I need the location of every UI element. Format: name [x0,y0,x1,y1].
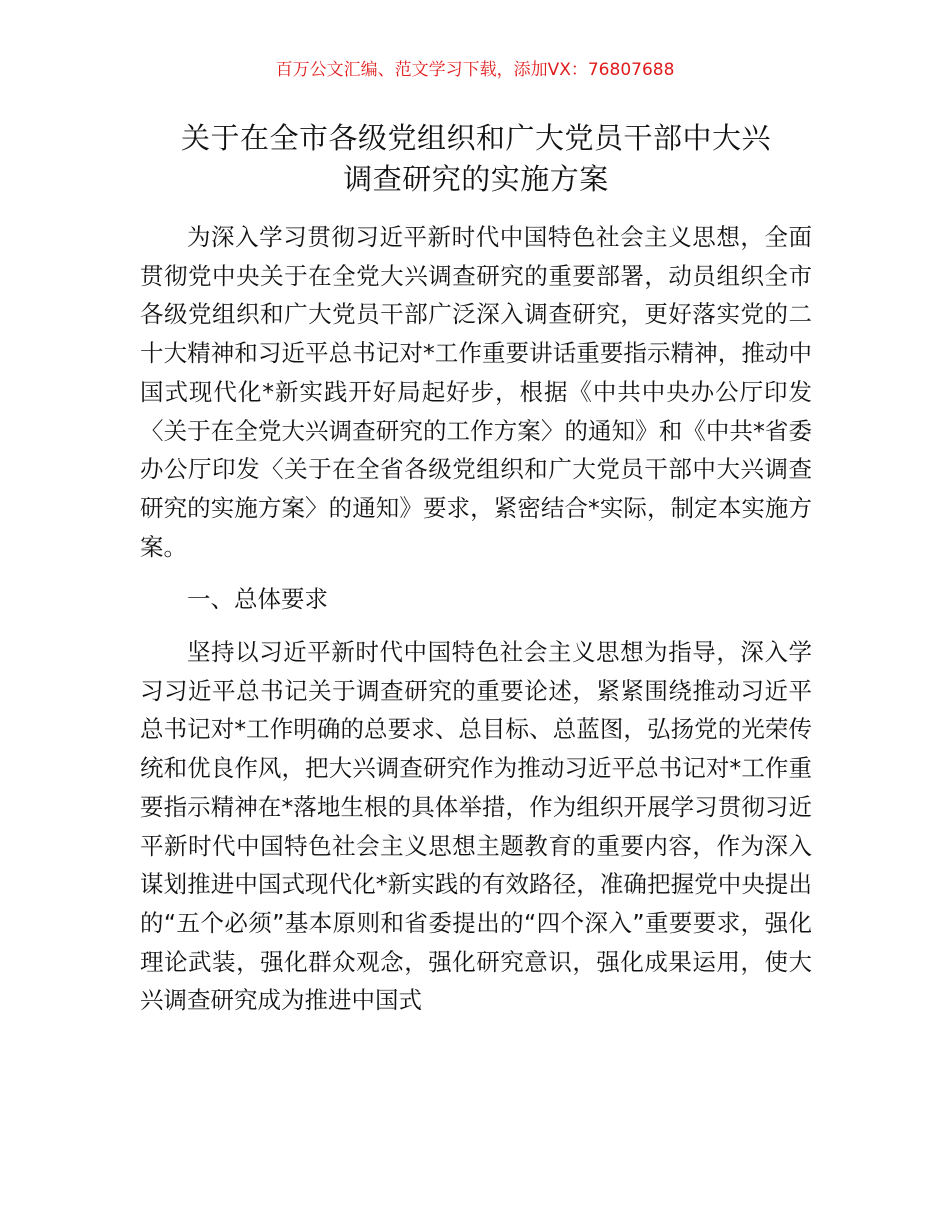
intro-paragraph: 为深入学习贯彻习近平新时代中国特色社会主义思想，全面贯彻党中央关于在全党大兴调查研究的重要部署，动员组织全市各级党组织和广大党员干部广泛深入调查研究，更好落实党的二十大精神和习近平总书记对*工作重要讲话重要指示精神，推动中国式现代化*新实践开好局起好步，根据《中共中央办公厅印发〈关于在全党大兴调查研究的工作方案〉的通知》和《中共*省委办公厅印发〈关于在全省各级党组织和广大党员干部中大兴调查研究的实施方案〉的通知》要求，紧密结合*实际，制定本实施方案。 [140,223,812,561]
header-watermark-note: 百万公文汇编、范文学习下载，添加VX：76807688 [275,60,675,80]
general-requirements-paragraph: 坚持以习近平新时代中国特色社会主义思想为指导，深入学习习近平总书记关于调查研究的重要论述，紧紧围绕推动习近平总书记对*工作明确的总要求、总目标、总蓝图，弘扬党的光荣传统和优良作风，把大兴调查研究作为推动习近平总书记对*工作重要指示精神在*落地生根的具体举措，作为组织开展学习贯彻习近平新时代中国特色社会主义思想主题教育的重要内容，作为深入谋划推进中国式现代化*新实践的有效路径，准确把握党中央提出的“五个必须”基本原则和省委提出的“四个深入”重要要求，强化理论武装，强化群众观念，强化研究意识，强化成果运用，使大兴调查研究成为推进中国式 [140,638,812,1015]
document-title-line-2: 调查研究的实施方案 [343,162,609,196]
section-heading-general-requirements: 一、总体要求 [187,585,328,614]
document-title-line-1: 关于在全市各级党组织和广大党员干部中大兴 [180,121,771,155]
document-title [140,118,812,200]
document-body [140,218,812,1020]
